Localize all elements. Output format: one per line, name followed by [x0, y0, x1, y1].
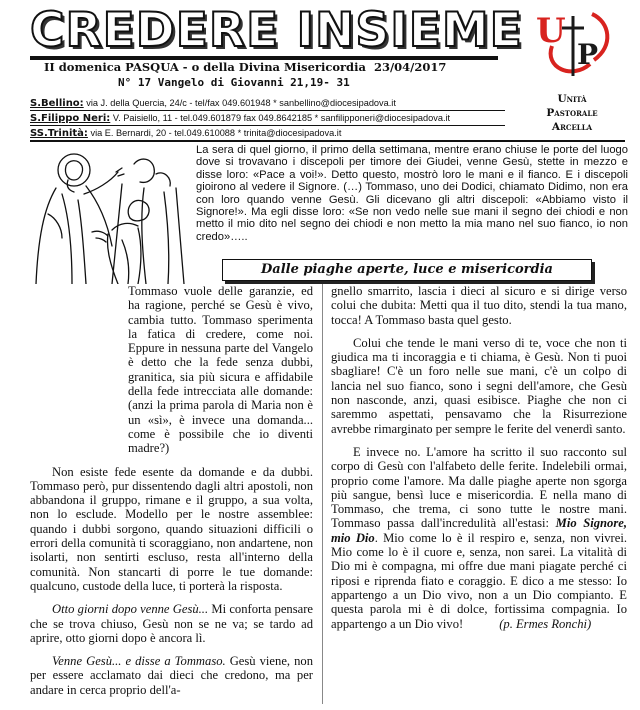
parish-row	[30, 111, 505, 126]
parish-contact: V. Paisiello, 11 - tel.049.601879 fax 049.8642185 * sanfilipponeri@diocesipadova.it	[112, 113, 451, 123]
paragraph-text: E invece no. L'amore ha scritto il suo racconto sul corpo di Gesù con l'alfabeto delle ferite. Indelebili ormai, proprio come l'amore. Ma dalle piaghe aperte non sgorga più sangue, bensì luce e misericordia. E nella mano di Tommaso, che trema, ci sono tutte le nostre mani. Tommaso passa dall'incredulità all'estasi:	[331, 444, 627, 531]
gospel-passage: La sera di quel giorno, il primo della settimana, mentre erano chiuse le porte del luogo dove si trovavano i discepoli per timore dei Giudei, venne Gesù, stette in mezzo e disse loro: «Pace a voi!». Detto questo, mostrò loro le mani e il fianco. E i discepoli gioirono al vedere il Signore. (…) Tommaso, uno dei Dodici, chiamato Didimo, non era con loro quando venne Gesù. Gli dicevano gli altri discepoli: «Abbiamo visto il Signore!». Ma egli disse loro: «Se non vedo nelle sue mani il segno dei chiodi e non metto il mio dito nel segno dei chiodi e non metto la mia mano nel suo fianco, io non credo»…..	[196, 144, 628, 243]
article-paragraph: Tommaso vuole delle garanzie, ed ha ragione, perché se Gesù è vivo, cambia tutto. Tommaso sperimenta la fatica di credere, come noi. Eppure in nessuna parte del Vangelo è detto che la fede senza dubbi, granitica, sia più sicura e affidabile della fede intrecciata alle domande: (anzi la prima parola di Maria non è un «sì», è invece una domanda... come è possibile che io diventi madre?)	[128, 284, 313, 456]
issue-line	[44, 60, 446, 74]
parish-list	[30, 96, 505, 141]
article-paragraph	[30, 654, 313, 697]
article-title: Dalle piaghe aperte, luce e misericordia	[222, 259, 592, 281]
jesus-thomas-illustration	[26, 144, 194, 284]
parish-name: S.Filippo Neri:	[30, 113, 111, 124]
unit-name-line: Arcella	[551, 121, 593, 133]
header-divider	[30, 140, 625, 142]
liturgical-day: II domenica PASQUA - o della Divina Misericordia	[44, 60, 366, 74]
logo-letter-p: P	[577, 38, 599, 71]
thomas-profession-quote: Mio Signore, mio Dio	[331, 516, 627, 545]
parish-name: S.Bellino:	[30, 98, 84, 109]
article-paragraph: Colui che tende le mani verso di te, voce che non ti giudica ma ti incoraggia e ti chiama, è Gesù. Non ti puoi sbagliare! C'è un foro nelle sue mani, c'è un colpo di lancia nel suo fianco, sono i segni dell'amore, che Gesù non nasconde, anzi, quasi esibisce. Piaghe che non ci saremmo aspettati, pensavamo che la Risurrezione avrebbe rimarginato per sempre le ferite del venerdì santo.	[331, 335, 627, 436]
article-column-left	[30, 284, 313, 706]
issue-date: 23/04/2017	[373, 60, 447, 74]
parish-row	[30, 96, 505, 111]
unita-pastorale-logo	[522, 6, 622, 82]
gospel-quote: Otto giorni dopo venne Gesù...	[52, 602, 209, 617]
parish-row	[30, 126, 505, 141]
article-paragraph	[331, 445, 627, 631]
logo-letter-u: U	[536, 11, 566, 51]
article-column-right	[331, 284, 627, 640]
issue-number-gospel-ref: N° 17 Vangelo di Giovanni 21,19- 31	[118, 76, 350, 89]
unit-name-line: Unità	[557, 93, 587, 105]
pastoral-unit-name	[522, 92, 622, 134]
parish-contact: via J. della Quercia, 24/c - tel/fax 049.601948 * sanbellino@diocesipadova.it	[86, 98, 396, 108]
article-paragraph: Non esiste fede esente da domande e da dubbi. Tommaso però, pur dissentendo dagli altri apostoli, non abbandona il gruppo, rimane e il gruppo, a sua volta, non lo esclude. Modello per le nostre assemblee: quando i dubbi sorgono, quando situazioni difficili o errori della comunità ti scoraggiano, non andartene, non isolarti, non sentirti escluso, resta all'interno della comunità. Non stancarti di porre le tue domande: qualcuno, custode della luce, ti porterà la risposta.	[30, 464, 313, 593]
parish-name: SS.Trinità:	[30, 128, 88, 139]
paragraph-text: . Mio come lo è il respiro e, senza, non vivrei. Mio come lo è il cuore e, senza, non sarei. La vitalità di Dio mi è compagna, mi offre due mani piagate perché ci riposi e riprenda fiato e coraggio. E dico a me stesso: Io appartengo a un Dio vivo, non a un Dio compianto. E questa parola mi è di dolce, fortissima compagnia. Io appartengo a un Dio vivo!	[331, 530, 627, 631]
article-paragraph: gnello smarrito, lascia i dieci al sicuro e si dirige verso colui che dubita: Metti qua il tuo dito, stendi la tua mano, tocca! A Tommaso basta quel gesto.	[331, 284, 627, 327]
author-signature: (p. Ermes Ronchi)	[499, 616, 592, 631]
column-divider	[322, 284, 323, 704]
masthead-title: CREDERE INSIEME	[30, 3, 523, 58]
gospel-quote: Venne Gesù... e disse a Tommaso.	[52, 654, 226, 669]
article-paragraph	[30, 602, 313, 645]
parish-contact: via E. Bernardi, 20 - tel.049.610088 * trinita@diocesipadova.it	[90, 128, 342, 138]
unit-name-line: Pastorale	[546, 107, 598, 119]
paragraph-text: Gesù viene, non per essere acclamato dai dieci che credono, ma per andare in cerca proprio dell'a-	[30, 654, 313, 697]
paragraph-text: Mi conforta pensare che se trova chiuso, Gesù non se ne va; se tardo ad aprire, otto giorni dopo è ancora lì.	[30, 602, 314, 645]
